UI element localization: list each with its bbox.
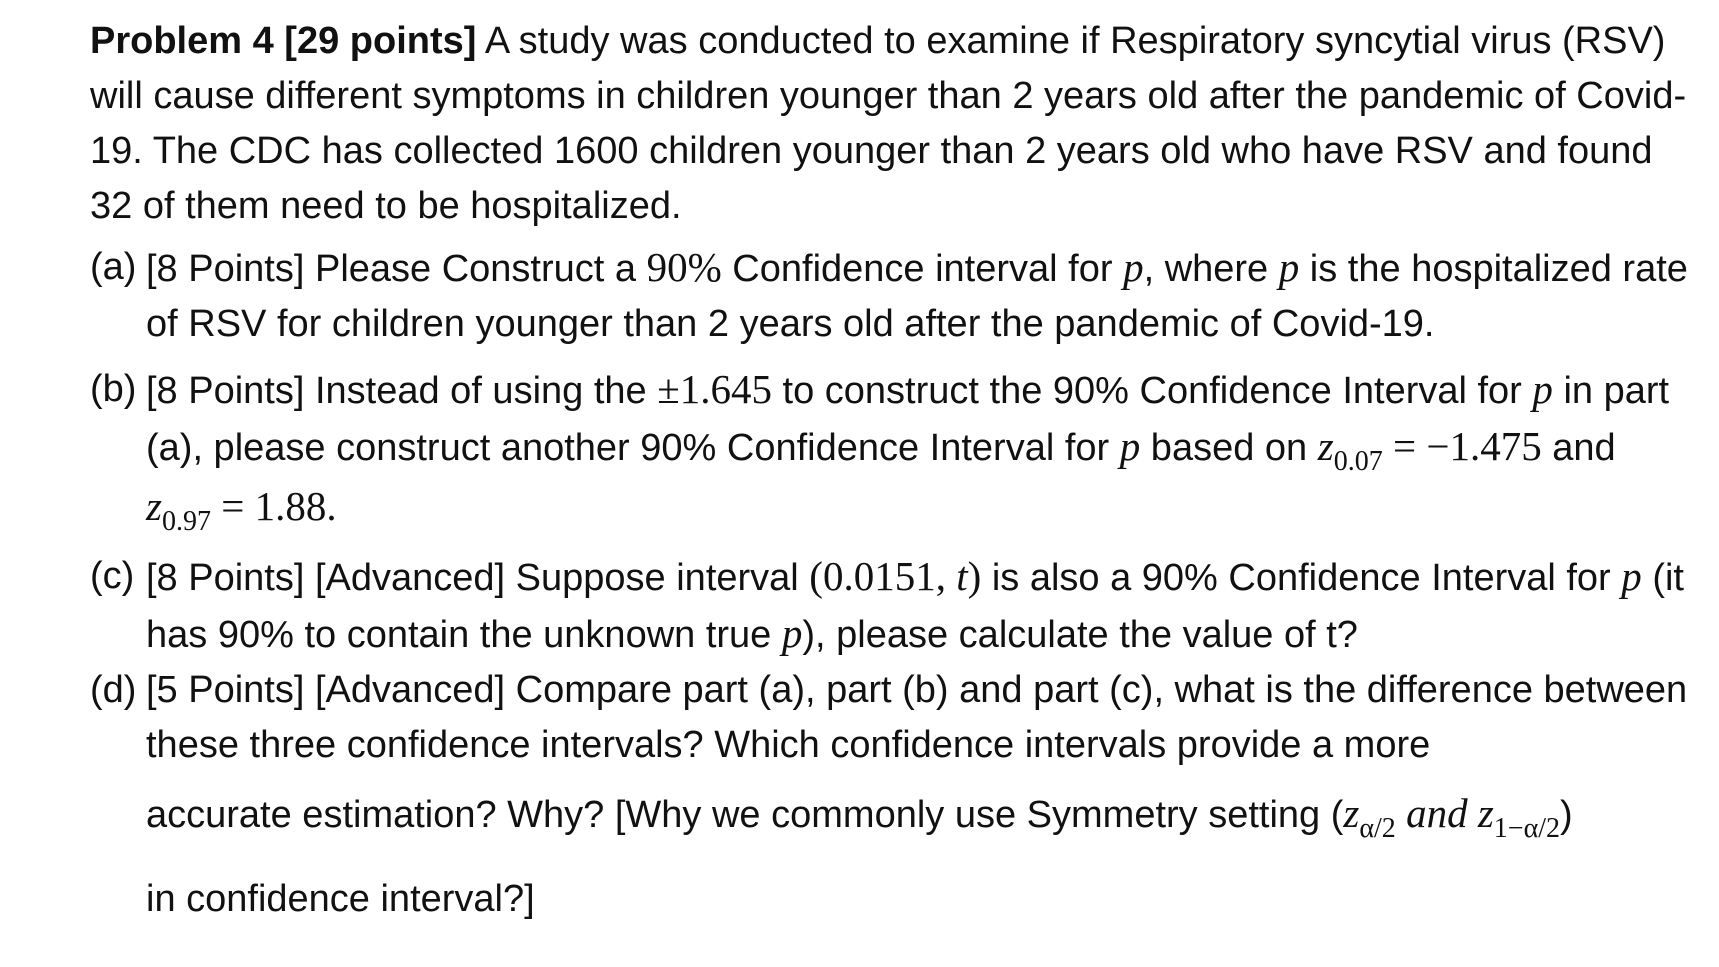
part-d-text-1: [5 Points] [Advanced] Compare part (a), part (b) and part (c), what is the difference between these three confidence intervals? Which confidence intervals provide a more (146, 669, 1688, 766)
part-c-text-2: is also a 90% Confidence Interval for (981, 557, 1622, 599)
part-c-math-p2: p (781, 610, 803, 656)
part-a-text-3: , where (1143, 248, 1279, 290)
part-c (90, 549, 1690, 663)
part-a-math-p2: p (1278, 244, 1300, 290)
part-a-text-1: [8 Points] Please Construct a (146, 248, 647, 290)
part-d-z-one-minus-sub: 1−α/2 (1493, 813, 1561, 844)
part-c-label: (c) (90, 555, 135, 597)
part-c-interval-t: t (956, 553, 968, 599)
part-b-text-5: and (1541, 427, 1616, 469)
part-d-first (90, 663, 1690, 773)
part-b-z007-value: = −1.475 (1382, 423, 1542, 469)
part-d-text-2: accurate estimation? Why? [Why we commonly use Symmetry setting ( (146, 794, 1344, 836)
part-d (90, 663, 1690, 939)
part-b-math-p2: p (1119, 423, 1141, 469)
part-b-z097-var: z (146, 483, 162, 529)
part-d-second (146, 773, 1690, 859)
part-d-third (146, 859, 1690, 939)
part-d-text-4: in confidence interval?] (146, 878, 535, 920)
part-c-text-1: [8 Points] [Advanced] Suppose interval (146, 557, 810, 599)
part-c-interval-close: ) (967, 553, 982, 599)
part-d-z-alpha-sub: α/2 (1359, 813, 1396, 844)
problem-intro-text: A study was conducted to examine if Respiratory syncytial virus (RSV) will cause different symptoms in children younger than 2 years old after the pandemic of Covid-19. The CDC has collected 1600 children younger than 2 years old who have RSV and found 32 of them need to be hospitalized. (90, 20, 1687, 227)
part-a-text-4: is the hospitalized rate of RSV for children younger than 2 years old after the pandemic of Covid-19. (146, 248, 1688, 345)
part-a-math-p1: p (1123, 244, 1144, 290)
part-b-z007-var: z (1317, 423, 1334, 469)
part-d-label: (d) (90, 669, 137, 711)
part-b-text-3: in part (a), please construct another 90% Confidence Interval for (146, 370, 1670, 469)
part-a (90, 240, 1690, 352)
part-b-math-z097 (146, 483, 337, 537)
part-c-text-3: (it has 90% to contain the unknown true (146, 557, 1684, 656)
part-b-z097-sub: 0.97 (161, 506, 211, 537)
part-b-z097-value: = 1.88. (210, 483, 337, 529)
part-d-z-one-minus-var: z (1477, 790, 1494, 836)
problem-intro (90, 14, 1690, 234)
part-b-math-p1: p (1532, 366, 1553, 412)
part-d-and: and (1395, 790, 1478, 836)
part-b-text-4: based on (1140, 427, 1318, 469)
problem-title: Problem 4 [29 points] (90, 20, 477, 62)
part-b-label: (b) (90, 368, 137, 410)
part-b-text-1: [8 Points] Instead of using the (146, 370, 658, 412)
part-c-text-4: ), please calculate the value of t? (802, 614, 1358, 656)
part-a-math-percent: 90% (646, 244, 722, 290)
part-d-z-alpha-var: z (1343, 790, 1360, 836)
part-a-label: (a) (90, 246, 137, 288)
part-b-math-z007 (1317, 423, 1542, 477)
part-c-math-p1: p (1621, 553, 1642, 599)
part-b-text-2: to construct the 90% Confidence Interval for (771, 370, 1533, 412)
part-a-text-2: Confidence interval for (721, 248, 1124, 290)
part-d-math-symmetric (1343, 790, 1561, 844)
problem-document (90, 14, 1690, 939)
part-c-interval-open: (0.0151, (809, 553, 957, 599)
part-c-math-interval (809, 553, 981, 599)
part-d-text-3: ) (1560, 794, 1573, 836)
part-b-z007-sub: 0.07 (1333, 446, 1383, 477)
part-b-math-pm: ±1.645 (657, 366, 772, 412)
part-b (90, 362, 1690, 539)
